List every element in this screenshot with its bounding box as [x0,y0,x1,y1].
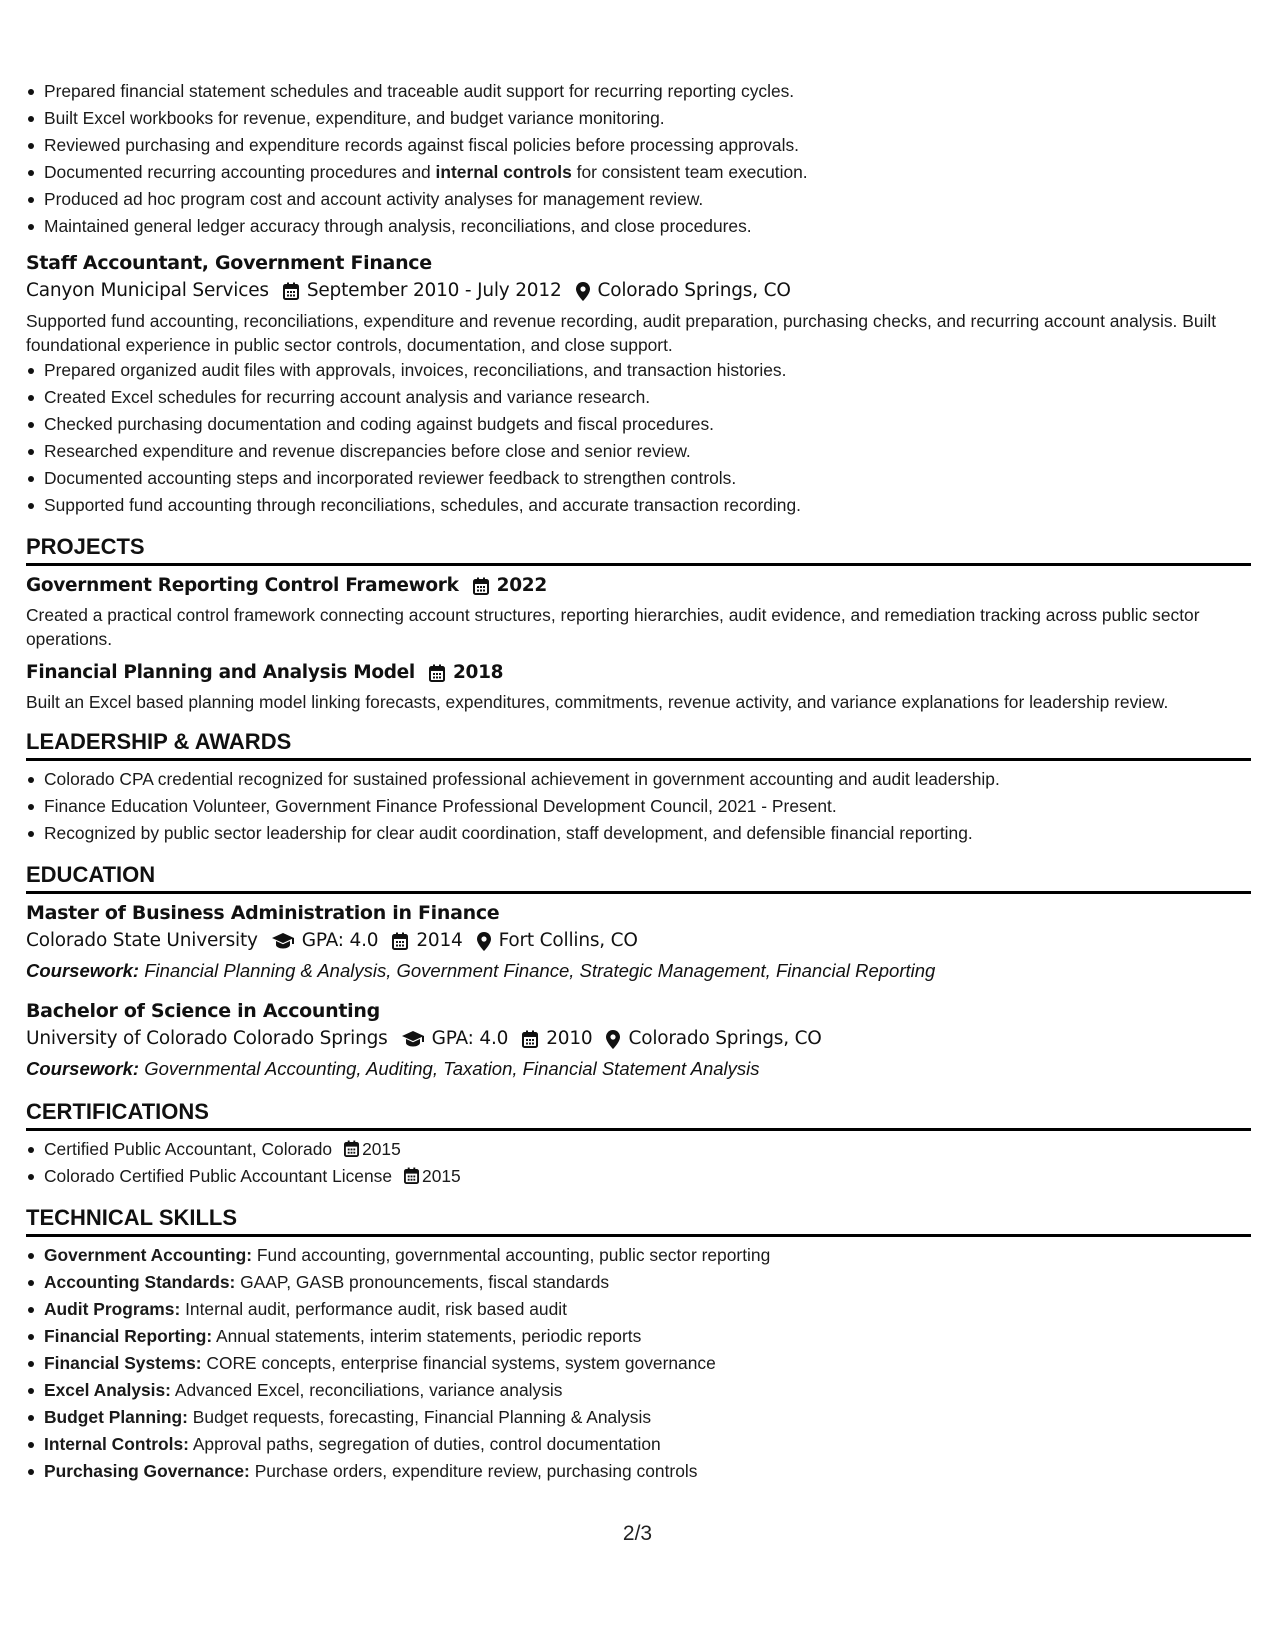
leadership-list [26,766,1250,847]
calendar-icon [392,932,408,950]
skill-value: CORE concepts, enterprise financial systems, system governance [206,1353,716,1373]
section-heading-projects: PROJECTS [26,533,1251,566]
list-item [26,1458,1250,1485]
gpa: GPA: 4.0 [431,1028,509,1049]
certification-name: Colorado Certified Public Accountant License [44,1166,393,1186]
certification-year: 2015 [422,1166,461,1186]
section-heading-leadership: LEADERSHIP & AWARDS [26,728,1251,761]
job-location: Colorado Springs, CO [597,280,791,301]
skill-label: Budget Planning: [44,1407,188,1427]
bullet-text: Documented recurring accounting procedures and [44,162,436,182]
skills-list [26,1242,1250,1485]
skill-value: Budget requests, forecasting, Financial Planning & Analysis [192,1407,652,1427]
certification-list [26,1136,1250,1190]
education-entry [26,900,1250,986]
project-title: Government Reporting Control Framework [26,575,459,596]
list-item [26,1377,1250,1404]
skill-value: Fund accounting, governmental accounting, public sector reporting [256,1245,771,1265]
project-entry [26,572,1250,651]
list-item: Checked purchasing documentation and coding against budgets and fiscal procedures. [26,411,1250,438]
list-item: Maintained general ledger accuracy through analysis, reconciliations, and close procedures. [26,213,1250,240]
list-item [26,1269,1250,1296]
skill-value: Advanced Excel, reconciliations, variance analysis [174,1380,563,1400]
skill-label: Financial Reporting: [44,1326,213,1346]
skill-value: Internal audit, performance audit, risk based audit [185,1299,567,1319]
calendar-icon [404,1167,419,1184]
list-item: Colorado CPA credential recognized for sustained professional achievement in government accounting and audit leadership. [26,766,1250,793]
list-item: Prepared financial statement schedules and traceable audit support for recurring reporting cycles. [26,78,1250,105]
list-item: Researched expenditure and revenue discrepancies before close and senior review. [26,438,1250,465]
list-item: Recognized by public sector leadership for clear audit coordination, staff development, and defensible financial reporting. [26,820,1250,847]
education-meta [26,1024,1250,1054]
certification-name: Certified Public Accountant, Colorado [44,1139,333,1159]
calendar-icon [344,1140,359,1157]
section-heading-technical-skills: TECHNICAL SKILLS [26,1204,1251,1237]
list-item: Produced ad hoc program cost and account activity analyses for management review. [26,186,1250,213]
school-name: University of Colorado Colorado Springs [26,1028,388,1049]
project-title-row [26,659,1250,687]
skill-label: Purchasing Governance: [44,1461,250,1481]
coursework [26,1054,1250,1084]
list-item: Finance Education Volunteer, Government Finance Professional Development Council, 2021 - Present. [26,793,1250,820]
list-item [26,1136,1250,1163]
degree-title: Master of Business Administration in Finance [26,902,500,924]
skill-value: Approval paths, segregation of duties, control documentation [192,1434,661,1454]
project-title: Financial Planning and Analysis Model [26,662,415,683]
education-meta [26,926,1250,956]
skill-value: Annual statements, interim statements, periodic reports [216,1326,642,1346]
calendar-icon [473,577,489,595]
project-description: Built an Excel based planning model linking forecasts, expenditures, commitments, revenue activity, and variance explanations for leadership review. [26,692,1169,712]
project-year: 2018 [452,662,504,683]
page-number: 2/3 [622,1522,653,1545]
list-item: Supported fund accounting through reconciliations, schedules, and accurate transaction recording. [26,492,1250,519]
list-item [26,1431,1250,1458]
job-dates: September 2010 - July 2012 [306,280,562,301]
certification-year: 2015 [362,1139,401,1159]
project-title-row [26,572,1250,600]
skill-label: Financial Systems: [44,1353,202,1373]
skill-label: Excel Analysis: [44,1380,171,1400]
coursework-list: Governmental Accounting, Auditing, Taxation, Financial Statement Analysis [144,1058,760,1079]
calendar-icon [522,1030,538,1048]
graduation-cap-icon [402,1031,424,1047]
resume-page [26,78,1250,1485]
list-item: Built Excel workbooks for revenue, expenditure, and budget variance monitoring. [26,105,1250,132]
calendar-icon [283,282,299,300]
list-item: Reviewed purchasing and expenditure records against fiscal policies before processing approvals. [26,132,1250,159]
job-meta [26,276,1250,306]
bullet-bold-text: internal controls [435,162,572,182]
skill-value: Purchase orders, expenditure review, purchasing controls [254,1461,698,1481]
map-pin-icon [576,282,590,301]
coursework-list: Financial Planning & Analysis, Government Finance, Strategic Management, Financial Reporting [144,960,936,981]
skill-label: Audit Programs: [44,1299,181,1319]
calendar-icon [429,664,445,682]
graduation-year: 2010 [546,1028,593,1049]
company-name: Canyon Municipal Services [26,280,269,301]
list-item: Documented accounting steps and incorporated reviewer feedback to strengthen controls. [26,465,1250,492]
school-location: Fort Collins, CO [498,930,638,951]
skill-label: Government Accounting: [44,1245,253,1265]
map-pin-icon [606,1030,620,1049]
school-location: Colorado Springs, CO [628,1028,822,1049]
school-name: Colorado State University [26,930,258,951]
list-item: Created Excel schedules for recurring account analysis and variance research. [26,384,1250,411]
project-description: Created a practical control framework connecting account structures, reporting hierarchies, audit evidence, and remediation tracking across public sector operations. [26,605,1200,649]
list-item: Prepared organized audit files with approvals, invoices, reconciliations, and transaction histories. [26,357,1250,384]
list-item [26,1404,1250,1431]
list-item [26,159,1250,186]
graduation-cap-icon [272,933,294,949]
job-entry [26,250,1250,519]
job-summary: Supported fund accounting, reconciliations, expenditure and revenue recording, audit preparation, purchasing checks, and recurring account analysis. Built foundational experience in public sector controls, documentation, and close support. [26,311,1217,355]
bullet-text: for consistent team execution. [571,162,808,182]
previous-job-bullets [26,78,1250,240]
gpa: GPA: 4.0 [301,930,379,951]
graduation-year: 2014 [416,930,463,951]
project-entry [26,659,1250,714]
job-bullets [26,357,1250,519]
list-item [26,1242,1250,1269]
list-item [26,1350,1250,1377]
coursework-label: Coursework: [26,1058,140,1079]
coursework-label: Coursework: [26,960,140,981]
skill-label: Accounting Standards: [44,1272,236,1292]
list-item [26,1296,1250,1323]
map-pin-icon [477,932,491,951]
skill-value: GAAP, GASB pronouncements, fiscal standards [240,1272,610,1292]
list-item [26,1163,1250,1190]
list-item [26,1323,1250,1350]
section-heading-certifications: CERTIFICATIONS [26,1098,1251,1131]
project-year: 2022 [496,575,547,596]
job-title: Staff Accountant, Government Finance [26,252,432,274]
skill-label: Internal Controls: [44,1434,189,1454]
degree-title: Bachelor of Science in Accounting [26,1000,380,1022]
education-entry [26,998,1250,1084]
coursework [26,956,1250,986]
section-heading-education: EDUCATION [26,861,1251,894]
